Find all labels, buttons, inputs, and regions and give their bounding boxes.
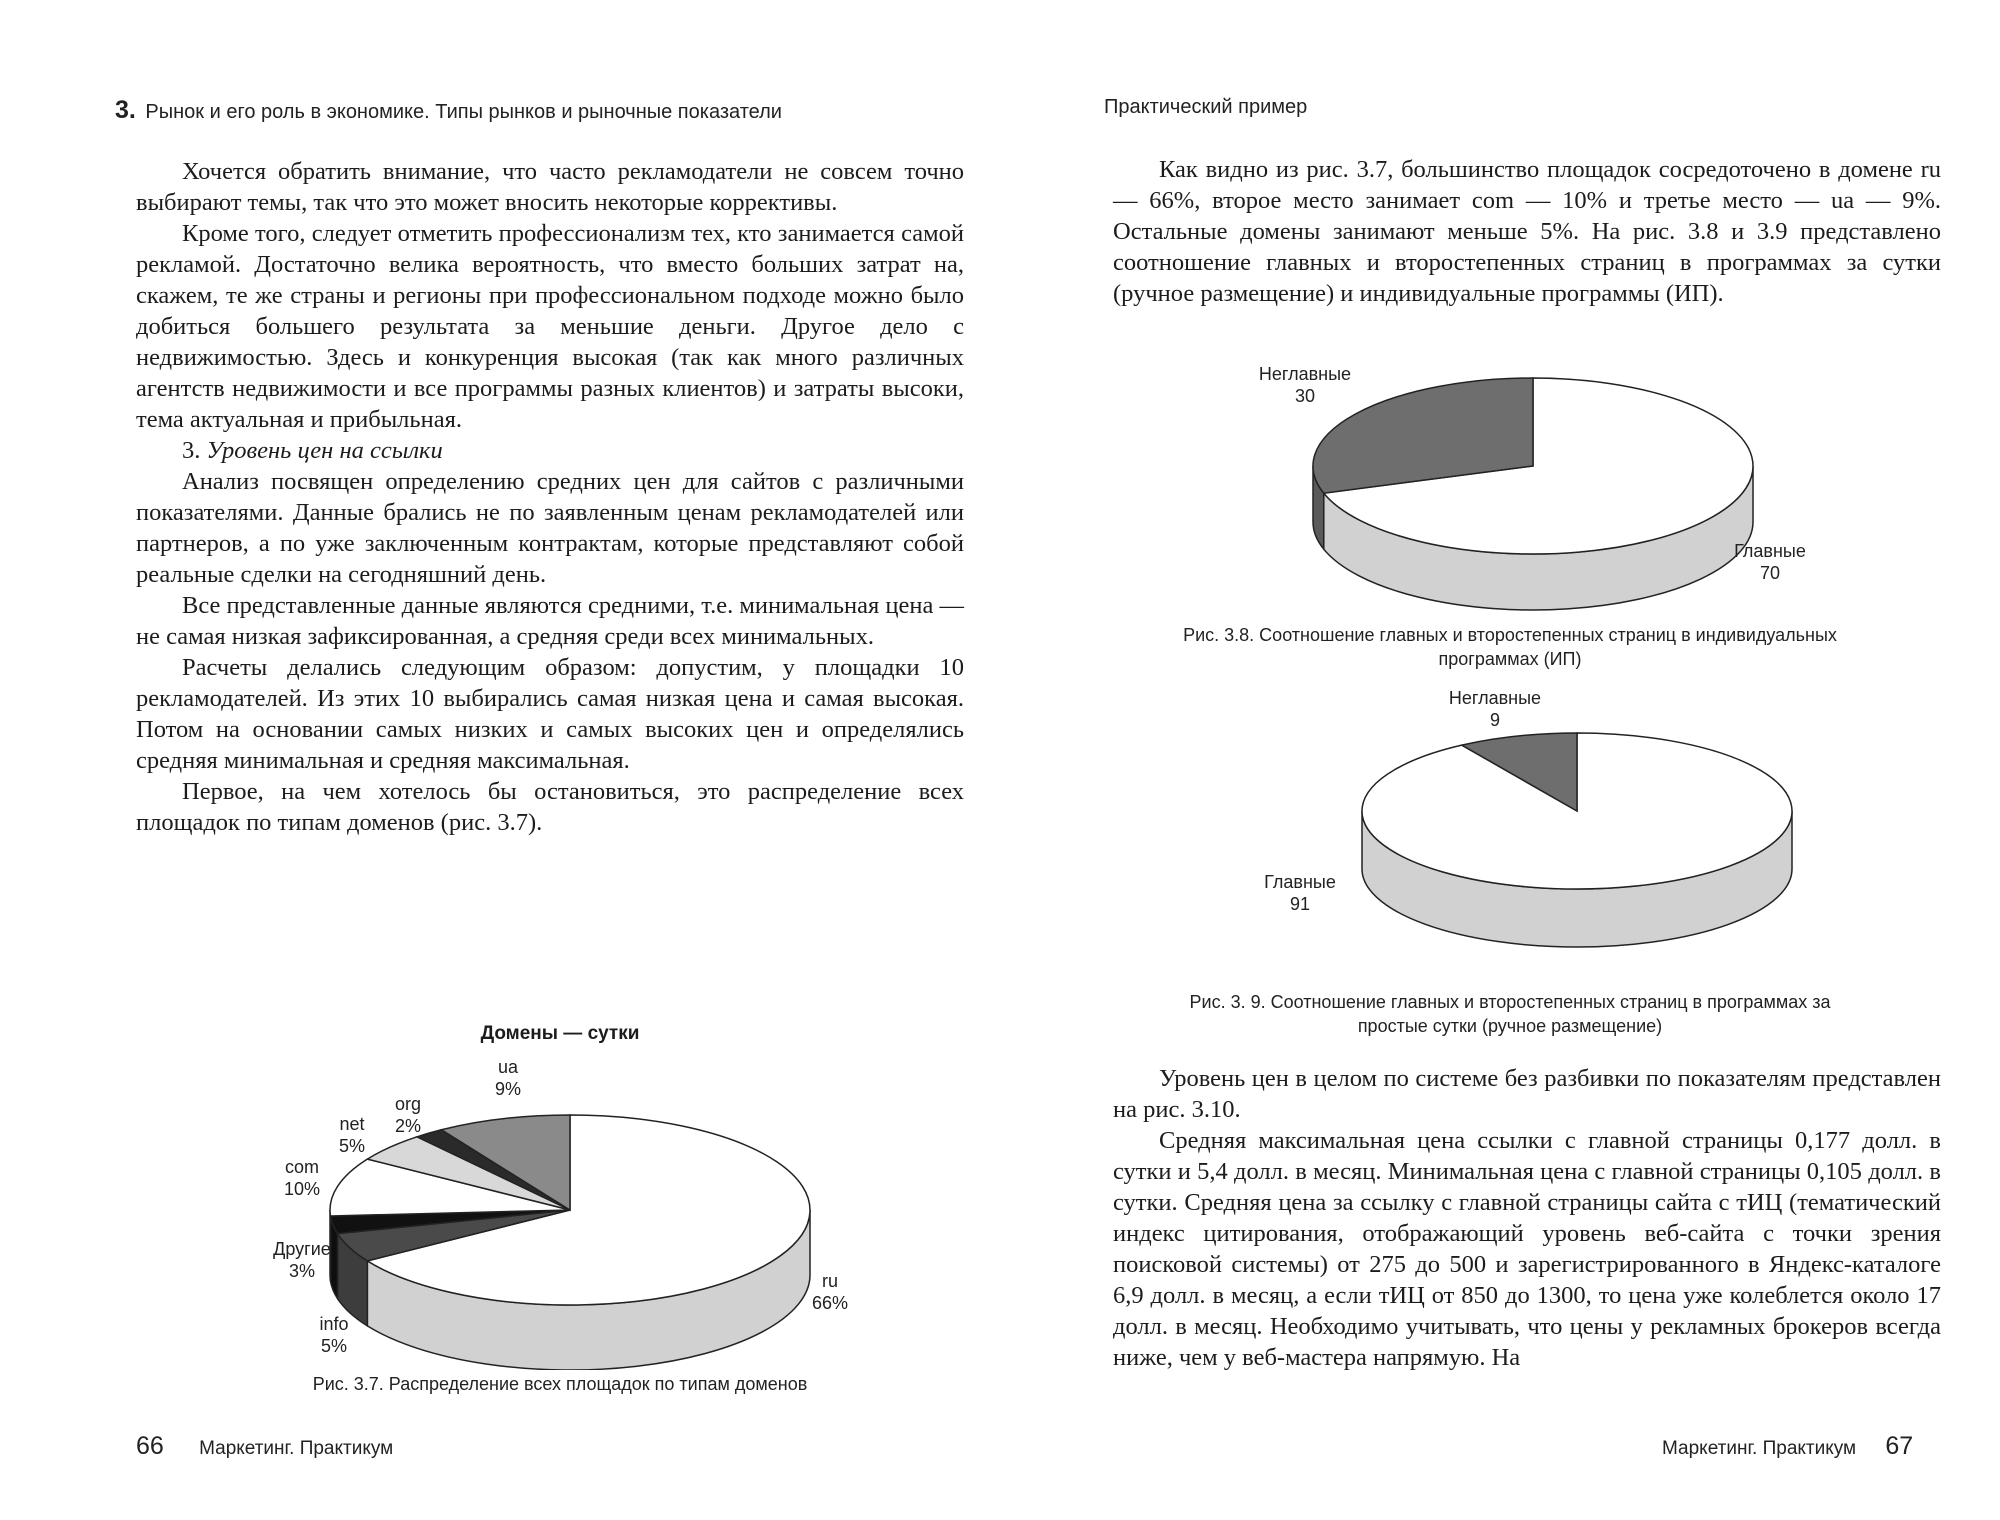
right-body-text-top — [1113, 154, 1941, 309]
pie-label: Неглавные — [1258, 364, 1352, 384]
pie-label: Главные — [1264, 872, 1336, 892]
chart-ip-pie — [1190, 355, 1890, 615]
right-page — [1000, 0, 2000, 1520]
paragraph: Хочется обратить внимание, что часто рекламодатели не совсем точно выбирают темы, так что это может вносить некоторые коррективы. — [136, 158, 964, 216]
pie-label: info — [319, 1314, 349, 1334]
paragraph: Уровень цен в целом по системе без разбивки по показателям представлен на рис. 3.10. — [1113, 1065, 1941, 1123]
paragraph: Первое, на чем хотелось бы остановиться, это распределение всех площадок по типам доменов (рис. 3.7). — [136, 778, 964, 836]
pie-value-label: 70 — [1759, 563, 1781, 583]
pie-value-label: 3% — [288, 1261, 316, 1281]
page-number: 67 — [1885, 1432, 1914, 1460]
chart-domains-pie — [0, 1040, 900, 1370]
paragraph: Анализ посвящен определению средних цен для сайтов с различными показателями. Данные брались не по заявленным ценам рекламодателей или партнеров, а по уже заключенным контрактам, которые представляют собой реальные сделки на сегодняшний день. — [136, 468, 964, 588]
left-footer — [136, 1432, 393, 1461]
pie-label: Неглавные — [1448, 688, 1542, 708]
pie-label: com — [284, 1157, 320, 1177]
chapter-number: 3. — [115, 96, 136, 124]
right-running-header: Практический пример — [1104, 96, 1308, 118]
pie-label: ua — [497, 1057, 519, 1077]
paragraph: Расчеты делались следующим образом: допустим, у площадки 10 рекламодателей. Из этих 10 выбирались самая низкая цена и самая высокая. Потом на основании самых низких и самых высоких цен и определялись средняя минимальная и средняя максимальная. — [136, 654, 964, 774]
chart-daily-pie — [1190, 683, 1890, 953]
book-title: Маркетинг. Практикум — [199, 1438, 394, 1459]
pie-label: org — [394, 1094, 422, 1114]
paragraph: Кроме того, следует отметить профессионализм тех, кто занимается самой рекламой. Достаточно велика вероятность, что вместо больших затрат на, скажем, те же страны и регионы при профессиональном подходе можно было добиться большего результата за меньшие деньги. Другое дело с недвижимостью. Здесь и конкуренция высокая (так как много различных агентств недвижимости и все программы разных клиентов) и затраты высоки, тема актуальная и прибыльная. — [136, 220, 964, 433]
pie-value-label: 9 — [1489, 710, 1501, 730]
right-body-text-bottom — [1113, 1063, 1941, 1373]
pie-label: Главные — [1734, 541, 1806, 561]
paragraph: Как видно из рис. 3.7, большинство площадок сосредоточено в домене ru — 66%, второе место занимает com — 10% и третье место — ua — 9%. Остальные домены занимают меньше 5%. На рис. 3.8 и 3.9 представлено соотношение главных и второстепенных страниц в программах за сутки (ручное размещение) и индивидуальные программы (ИП). — [1113, 156, 1941, 307]
right-footer — [1662, 1432, 1913, 1461]
chapter-title: Рынок и его роль в экономике. Типы рынков и рыночные показатели — [145, 101, 782, 123]
book-title: Маркетинг. Практикум — [1662, 1438, 1857, 1459]
section-heading: 3. Уровень цен на ссылки — [182, 437, 443, 464]
pie-value-label: 5% — [338, 1136, 366, 1156]
pie-value-label: 91 — [1289, 894, 1311, 914]
pie-label: net — [339, 1114, 365, 1134]
pie-label: ru — [821, 1271, 839, 1291]
pie-value-label: 66% — [811, 1293, 849, 1313]
paragraph: Все представленные данные являются средними, т.е. минимальная цена — не самая низкая зафиксированная, а средняя среди всех минимальных. — [136, 592, 964, 650]
page-number: 66 — [136, 1432, 164, 1460]
pie-value-label: 10% — [283, 1179, 321, 1199]
pie-label: Другие — [273, 1239, 331, 1259]
pie-value-label: 2% — [394, 1116, 422, 1136]
pie-value-label: 30 — [1294, 386, 1316, 406]
left-running-header — [115, 96, 782, 125]
chart-title: Домены — сутки — [480, 1023, 640, 1044]
pie-value-label: 5% — [320, 1336, 348, 1356]
paragraph: Средняя максимальная цена ссылки с главной страницы 0,177 долл. в сутки и 5,4 долл. в месяц. Минимальная цена с главной страницы 0,105 долл. в сутки. Средняя цена за ссылку с главной страницы сайта с тИЦ (тематический индекс цитирования, отображающий уровень веб-сайта с точки зрения поисковой системы) от 275 до 500 и зарегистрированного в Яндекс-каталоге 6,9 долл. в месяц, а если тИЦ от 850 до 1300, то цена уже колеблется около 17 долл. в месяц. Необходимо учитывать, что цены у рекламных брокеров всегда ниже, чем у веб-мастера напрямую. На — [1113, 1127, 1941, 1371]
pie-value-label: 9% — [494, 1079, 522, 1099]
figure-caption-3-8: Рис. 3.8. Соотношение главных и второстепенных страниц в индивидуальных программах (ИП) — [1183, 625, 1837, 669]
figure-caption-3-7: Рис. 3.7. Распределение всех площадок по типам доменов — [312, 1374, 808, 1394]
left-body-text — [136, 156, 964, 838]
figure-caption-3-9: Рис. 3. 9. Соотношение главных и второстепенных страниц в программах за простые сутки (ручное размещение) — [1189, 992, 1831, 1036]
